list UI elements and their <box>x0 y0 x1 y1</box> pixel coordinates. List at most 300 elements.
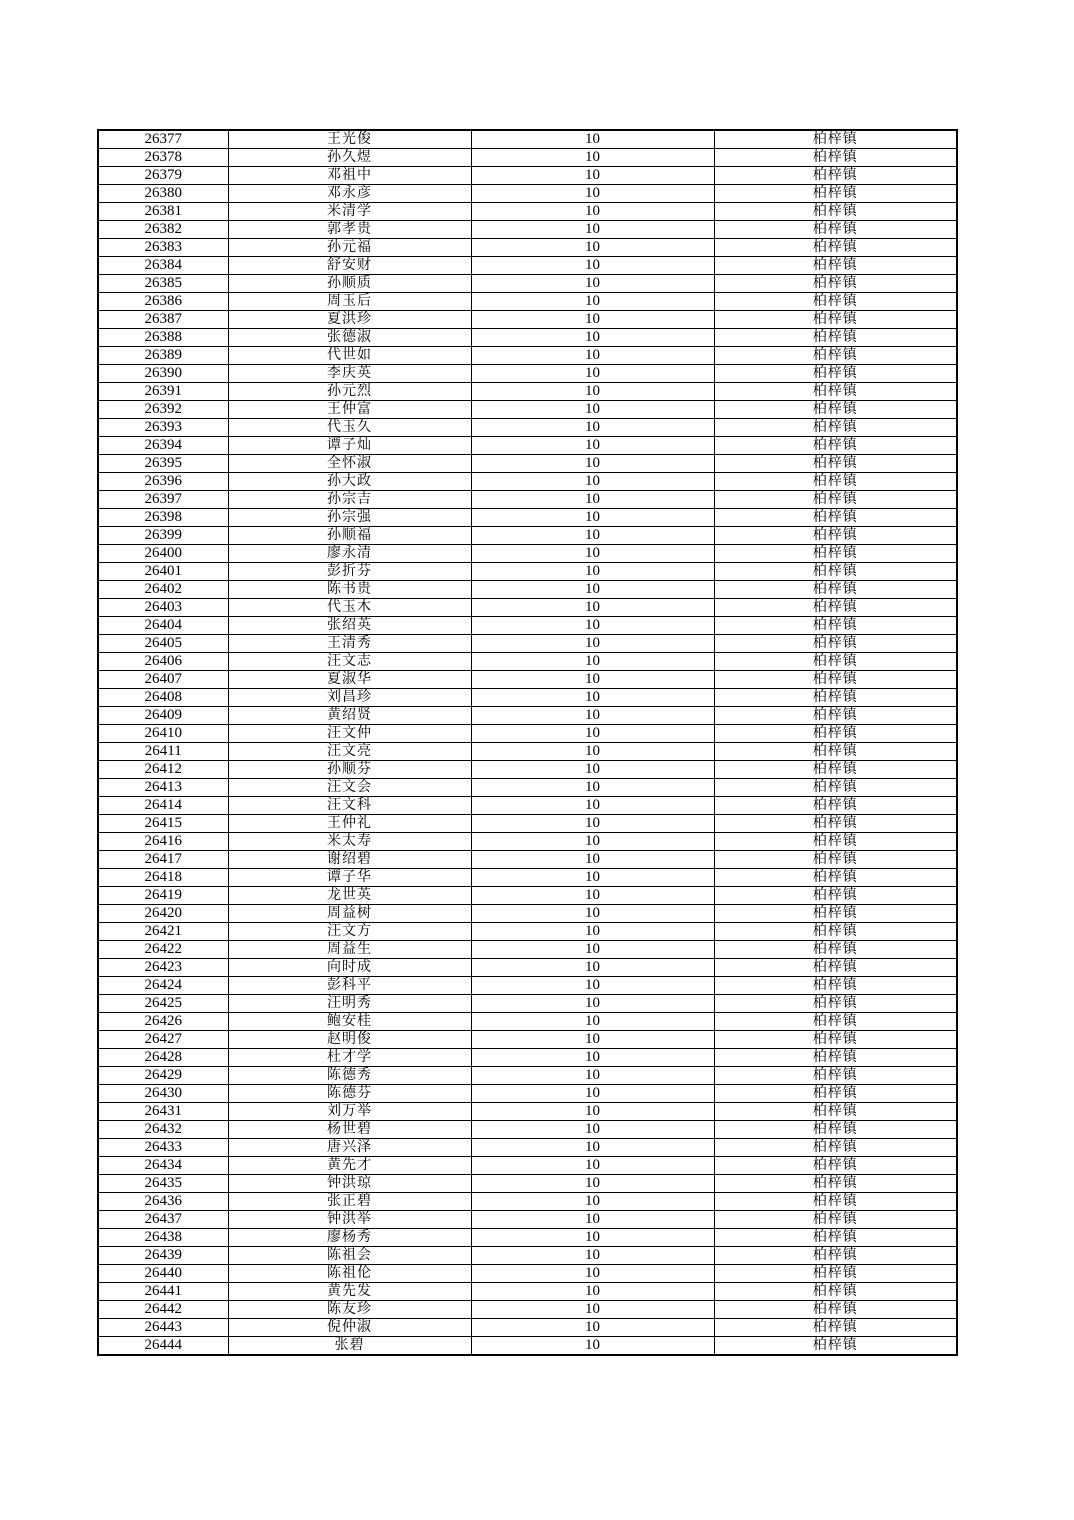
amount-cell: 10 <box>471 509 714 527</box>
town-cell: 柏梓镇 <box>714 275 957 293</box>
table-row <box>98 887 957 905</box>
amount-cell: 10 <box>471 617 714 635</box>
table-row <box>98 563 957 581</box>
table-row <box>98 1337 957 1356</box>
roster-table <box>97 129 958 1356</box>
town-cell: 柏梓镇 <box>714 635 957 653</box>
table-row <box>98 743 957 761</box>
town-cell: 柏梓镇 <box>714 725 957 743</box>
town-cell: 柏梓镇 <box>714 221 957 239</box>
row-number-cell: 26402 <box>98 581 228 599</box>
table-row <box>98 401 957 419</box>
table-row <box>98 239 957 257</box>
amount-cell: 10 <box>471 401 714 419</box>
amount-cell: 10 <box>471 887 714 905</box>
amount-cell: 10 <box>471 761 714 779</box>
town-cell: 柏梓镇 <box>714 1211 957 1229</box>
name-cell: 向时成 <box>228 959 471 977</box>
town-cell: 柏梓镇 <box>714 239 957 257</box>
table-row <box>98 1265 957 1283</box>
town-cell: 柏梓镇 <box>714 167 957 185</box>
name-cell: 邓永彦 <box>228 185 471 203</box>
row-number-cell: 26378 <box>98 149 228 167</box>
amount-cell: 10 <box>471 130 714 149</box>
row-number-cell: 26430 <box>98 1085 228 1103</box>
row-number-cell: 26414 <box>98 797 228 815</box>
amount-cell: 10 <box>471 599 714 617</box>
row-number-cell: 26426 <box>98 1013 228 1031</box>
amount-cell: 10 <box>471 347 714 365</box>
town-cell: 柏梓镇 <box>714 545 957 563</box>
name-cell: 刘昌珍 <box>228 689 471 707</box>
row-number-cell: 26401 <box>98 563 228 581</box>
town-cell: 柏梓镇 <box>714 689 957 707</box>
name-cell: 孙宗吉 <box>228 491 471 509</box>
table-row <box>98 545 957 563</box>
row-number-cell: 26397 <box>98 491 228 509</box>
town-cell: 柏梓镇 <box>714 1013 957 1031</box>
table-row <box>98 293 957 311</box>
name-cell: 杨世碧 <box>228 1121 471 1139</box>
table-row <box>98 1283 957 1301</box>
table-row <box>98 1301 957 1319</box>
town-cell: 柏梓镇 <box>714 581 957 599</box>
table-row <box>98 149 957 167</box>
name-cell: 孙顺质 <box>228 275 471 293</box>
name-cell: 陈祖会 <box>228 1247 471 1265</box>
table-row <box>98 995 957 1013</box>
name-cell: 孙顺福 <box>228 527 471 545</box>
amount-cell: 10 <box>471 221 714 239</box>
name-cell: 彭科平 <box>228 977 471 995</box>
row-number-cell: 26422 <box>98 941 228 959</box>
amount-cell: 10 <box>471 779 714 797</box>
roster-table-body <box>98 130 957 1355</box>
town-cell: 柏梓镇 <box>714 779 957 797</box>
amount-cell: 10 <box>471 329 714 347</box>
name-cell: 孙宗强 <box>228 509 471 527</box>
row-number-cell: 26416 <box>98 833 228 851</box>
table-row <box>98 365 957 383</box>
name-cell: 张绍英 <box>228 617 471 635</box>
table-row <box>98 491 957 509</box>
amount-cell: 10 <box>471 167 714 185</box>
town-cell: 柏梓镇 <box>714 130 957 149</box>
name-cell: 周益树 <box>228 905 471 923</box>
amount-cell: 10 <box>471 455 714 473</box>
amount-cell: 10 <box>471 851 714 869</box>
name-cell: 王仲礼 <box>228 815 471 833</box>
table-row <box>98 527 957 545</box>
name-cell: 舒安财 <box>228 257 471 275</box>
amount-cell: 10 <box>471 1283 714 1301</box>
row-number-cell: 26403 <box>98 599 228 617</box>
table-row <box>98 347 957 365</box>
amount-cell: 10 <box>471 1031 714 1049</box>
name-cell: 汪文会 <box>228 779 471 797</box>
town-cell: 柏梓镇 <box>714 257 957 275</box>
name-cell: 张碧 <box>228 1337 471 1356</box>
town-cell: 柏梓镇 <box>714 1103 957 1121</box>
amount-cell: 10 <box>471 239 714 257</box>
row-number-cell: 26407 <box>98 671 228 689</box>
table-row <box>98 1103 957 1121</box>
town-cell: 柏梓镇 <box>714 1301 957 1319</box>
row-number-cell: 26428 <box>98 1049 228 1067</box>
amount-cell: 10 <box>471 311 714 329</box>
amount-cell: 10 <box>471 491 714 509</box>
name-cell: 汪文仲 <box>228 725 471 743</box>
table-row <box>98 1157 957 1175</box>
amount-cell: 10 <box>471 941 714 959</box>
name-cell: 陈友珍 <box>228 1301 471 1319</box>
town-cell: 柏梓镇 <box>714 1049 957 1067</box>
row-number-cell: 26444 <box>98 1337 228 1356</box>
amount-cell: 10 <box>471 1175 714 1193</box>
amount-cell: 10 <box>471 581 714 599</box>
table-row <box>98 1247 957 1265</box>
amount-cell: 10 <box>471 383 714 401</box>
name-cell: 孙元烈 <box>228 383 471 401</box>
row-number-cell: 26438 <box>98 1229 228 1247</box>
row-number-cell: 26412 <box>98 761 228 779</box>
row-number-cell: 26433 <box>98 1139 228 1157</box>
name-cell: 龙世英 <box>228 887 471 905</box>
row-number-cell: 26385 <box>98 275 228 293</box>
name-cell: 廖杨秀 <box>228 1229 471 1247</box>
town-cell: 柏梓镇 <box>714 905 957 923</box>
table-row <box>98 851 957 869</box>
table-row <box>98 707 957 725</box>
row-number-cell: 26441 <box>98 1283 228 1301</box>
table-row <box>98 1085 957 1103</box>
row-number-cell: 26380 <box>98 185 228 203</box>
row-number-cell: 26410 <box>98 725 228 743</box>
amount-cell: 10 <box>471 1319 714 1337</box>
name-cell: 鲍安桂 <box>228 1013 471 1031</box>
town-cell: 柏梓镇 <box>714 329 957 347</box>
name-cell: 赵明俊 <box>228 1031 471 1049</box>
name-cell: 全怀淑 <box>228 455 471 473</box>
table-row <box>98 437 957 455</box>
name-cell: 黄先发 <box>228 1283 471 1301</box>
amount-cell: 10 <box>471 1013 714 1031</box>
table-row <box>98 905 957 923</box>
amount-cell: 10 <box>471 437 714 455</box>
amount-cell: 10 <box>471 977 714 995</box>
amount-cell: 10 <box>471 1157 714 1175</box>
table-row <box>98 185 957 203</box>
town-cell: 柏梓镇 <box>714 743 957 761</box>
row-number-cell: 26436 <box>98 1193 228 1211</box>
town-cell: 柏梓镇 <box>714 797 957 815</box>
table-row <box>98 959 957 977</box>
town-cell: 柏梓镇 <box>714 761 957 779</box>
name-cell: 孙元福 <box>228 239 471 257</box>
town-cell: 柏梓镇 <box>714 527 957 545</box>
town-cell: 柏梓镇 <box>714 995 957 1013</box>
row-number-cell: 26434 <box>98 1157 228 1175</box>
name-cell: 谭子灿 <box>228 437 471 455</box>
name-cell: 夏洪珍 <box>228 311 471 329</box>
town-cell: 柏梓镇 <box>714 1139 957 1157</box>
amount-cell: 10 <box>471 689 714 707</box>
table-row <box>98 203 957 221</box>
amount-cell: 10 <box>471 545 714 563</box>
amount-cell: 10 <box>471 653 714 671</box>
name-cell: 陈祖伦 <box>228 1265 471 1283</box>
table-row <box>98 383 957 401</box>
amount-cell: 10 <box>471 203 714 221</box>
town-cell: 柏梓镇 <box>714 563 957 581</box>
name-cell: 代世如 <box>228 347 471 365</box>
amount-cell: 10 <box>471 905 714 923</box>
name-cell: 张德淑 <box>228 329 471 347</box>
name-cell: 王清秀 <box>228 635 471 653</box>
amount-cell: 10 <box>471 563 714 581</box>
row-number-cell: 26443 <box>98 1319 228 1337</box>
row-number-cell: 26406 <box>98 653 228 671</box>
table-row <box>98 1139 957 1157</box>
town-cell: 柏梓镇 <box>714 455 957 473</box>
amount-cell: 10 <box>471 149 714 167</box>
row-number-cell: 26398 <box>98 509 228 527</box>
table-row <box>98 725 957 743</box>
town-cell: 柏梓镇 <box>714 1175 957 1193</box>
table-row <box>98 599 957 617</box>
row-number-cell: 26442 <box>98 1301 228 1319</box>
amount-cell: 10 <box>471 1229 714 1247</box>
row-number-cell: 26415 <box>98 815 228 833</box>
table-row <box>98 977 957 995</box>
table-row <box>98 1031 957 1049</box>
table-row <box>98 1121 957 1139</box>
row-number-cell: 26383 <box>98 239 228 257</box>
town-cell: 柏梓镇 <box>714 1265 957 1283</box>
table-row <box>98 455 957 473</box>
table-row <box>98 635 957 653</box>
row-number-cell: 26391 <box>98 383 228 401</box>
table-row <box>98 167 957 185</box>
table-row <box>98 509 957 527</box>
name-cell: 李庆英 <box>228 365 471 383</box>
table-row <box>98 1229 957 1247</box>
name-cell: 代玉木 <box>228 599 471 617</box>
row-number-cell: 26427 <box>98 1031 228 1049</box>
town-cell: 柏梓镇 <box>714 1319 957 1337</box>
town-cell: 柏梓镇 <box>714 977 957 995</box>
table-row <box>98 1211 957 1229</box>
row-number-cell: 26424 <box>98 977 228 995</box>
name-cell: 孙久煜 <box>228 149 471 167</box>
table-row <box>98 869 957 887</box>
row-number-cell: 26417 <box>98 851 228 869</box>
town-cell: 柏梓镇 <box>714 1031 957 1049</box>
table-row <box>98 329 957 347</box>
table-row <box>98 130 957 149</box>
town-cell: 柏梓镇 <box>714 653 957 671</box>
name-cell: 汪明秀 <box>228 995 471 1013</box>
town-cell: 柏梓镇 <box>714 365 957 383</box>
name-cell: 孙大政 <box>228 473 471 491</box>
amount-cell: 10 <box>471 995 714 1013</box>
row-number-cell: 26381 <box>98 203 228 221</box>
table-row <box>98 419 957 437</box>
table-row <box>98 833 957 851</box>
town-cell: 柏梓镇 <box>714 851 957 869</box>
table-row <box>98 617 957 635</box>
name-cell: 周玉后 <box>228 293 471 311</box>
row-number-cell: 26396 <box>98 473 228 491</box>
row-number-cell: 26399 <box>98 527 228 545</box>
row-number-cell: 26390 <box>98 365 228 383</box>
name-cell: 廖永清 <box>228 545 471 563</box>
row-number-cell: 26418 <box>98 869 228 887</box>
town-cell: 柏梓镇 <box>714 815 957 833</box>
amount-cell: 10 <box>471 1085 714 1103</box>
row-number-cell: 26411 <box>98 743 228 761</box>
town-cell: 柏梓镇 <box>714 437 957 455</box>
name-cell: 刘万举 <box>228 1103 471 1121</box>
town-cell: 柏梓镇 <box>714 1283 957 1301</box>
name-cell: 周益生 <box>228 941 471 959</box>
table-row <box>98 221 957 239</box>
name-cell: 陈德秀 <box>228 1067 471 1085</box>
row-number-cell: 26379 <box>98 167 228 185</box>
amount-cell: 10 <box>471 293 714 311</box>
table-row <box>98 257 957 275</box>
name-cell: 杜才学 <box>228 1049 471 1067</box>
row-number-cell: 26431 <box>98 1103 228 1121</box>
town-cell: 柏梓镇 <box>714 1157 957 1175</box>
town-cell: 柏梓镇 <box>714 941 957 959</box>
town-cell: 柏梓镇 <box>714 1193 957 1211</box>
town-cell: 柏梓镇 <box>714 959 957 977</box>
town-cell: 柏梓镇 <box>714 1229 957 1247</box>
name-cell: 邓祖中 <box>228 167 471 185</box>
row-number-cell: 26420 <box>98 905 228 923</box>
town-cell: 柏梓镇 <box>714 185 957 203</box>
amount-cell: 10 <box>471 1337 714 1356</box>
amount-cell: 10 <box>471 185 714 203</box>
amount-cell: 10 <box>471 743 714 761</box>
amount-cell: 10 <box>471 527 714 545</box>
row-number-cell: 26382 <box>98 221 228 239</box>
table-row <box>98 1175 957 1193</box>
town-cell: 柏梓镇 <box>714 509 957 527</box>
name-cell: 汪文方 <box>228 923 471 941</box>
row-number-cell: 26404 <box>98 617 228 635</box>
amount-cell: 10 <box>471 1103 714 1121</box>
amount-cell: 10 <box>471 1139 714 1157</box>
name-cell: 张正碧 <box>228 1193 471 1211</box>
row-number-cell: 26408 <box>98 689 228 707</box>
row-number-cell: 26439 <box>98 1247 228 1265</box>
amount-cell: 10 <box>471 833 714 851</box>
row-number-cell: 26423 <box>98 959 228 977</box>
town-cell: 柏梓镇 <box>714 923 957 941</box>
row-number-cell: 26388 <box>98 329 228 347</box>
name-cell: 郭孝贵 <box>228 221 471 239</box>
table-row <box>98 275 957 293</box>
table-row <box>98 689 957 707</box>
amount-cell: 10 <box>471 419 714 437</box>
amount-cell: 10 <box>471 635 714 653</box>
town-cell: 柏梓镇 <box>714 149 957 167</box>
table-row <box>98 1319 957 1337</box>
table-row <box>98 1013 957 1031</box>
amount-cell: 10 <box>471 1121 714 1139</box>
town-cell: 柏梓镇 <box>714 491 957 509</box>
table-row <box>98 815 957 833</box>
name-cell: 王仲富 <box>228 401 471 419</box>
town-cell: 柏梓镇 <box>714 401 957 419</box>
name-cell: 彭折芬 <box>228 563 471 581</box>
name-cell: 谭子华 <box>228 869 471 887</box>
amount-cell: 10 <box>471 959 714 977</box>
town-cell: 柏梓镇 <box>714 887 957 905</box>
row-number-cell: 26419 <box>98 887 228 905</box>
amount-cell: 10 <box>471 869 714 887</box>
table-row <box>98 1049 957 1067</box>
table-row <box>98 671 957 689</box>
amount-cell: 10 <box>471 257 714 275</box>
row-number-cell: 26394 <box>98 437 228 455</box>
town-cell: 柏梓镇 <box>714 671 957 689</box>
town-cell: 柏梓镇 <box>714 383 957 401</box>
town-cell: 柏梓镇 <box>714 1247 957 1265</box>
name-cell: 汪文志 <box>228 653 471 671</box>
amount-cell: 10 <box>471 707 714 725</box>
town-cell: 柏梓镇 <box>714 599 957 617</box>
row-number-cell: 26429 <box>98 1067 228 1085</box>
table-row <box>98 797 957 815</box>
town-cell: 柏梓镇 <box>714 203 957 221</box>
row-number-cell: 26395 <box>98 455 228 473</box>
table-row <box>98 941 957 959</box>
row-number-cell: 26421 <box>98 923 228 941</box>
row-number-cell: 26432 <box>98 1121 228 1139</box>
town-cell: 柏梓镇 <box>714 293 957 311</box>
row-number-cell: 26437 <box>98 1211 228 1229</box>
town-cell: 柏梓镇 <box>714 311 957 329</box>
town-cell: 柏梓镇 <box>714 617 957 635</box>
town-cell: 柏梓镇 <box>714 707 957 725</box>
row-number-cell: 26440 <box>98 1265 228 1283</box>
name-cell: 倪仲淑 <box>228 1319 471 1337</box>
town-cell: 柏梓镇 <box>714 869 957 887</box>
name-cell: 钟洪举 <box>228 1211 471 1229</box>
amount-cell: 10 <box>471 923 714 941</box>
amount-cell: 10 <box>471 725 714 743</box>
table-row <box>98 1067 957 1085</box>
row-number-cell: 26409 <box>98 707 228 725</box>
table-row <box>98 653 957 671</box>
amount-cell: 10 <box>471 473 714 491</box>
town-cell: 柏梓镇 <box>714 1067 957 1085</box>
name-cell: 陈书贵 <box>228 581 471 599</box>
row-number-cell: 26435 <box>98 1175 228 1193</box>
row-number-cell: 26400 <box>98 545 228 563</box>
table-row <box>98 779 957 797</box>
town-cell: 柏梓镇 <box>714 1337 957 1356</box>
row-number-cell: 26386 <box>98 293 228 311</box>
name-cell: 代玉久 <box>228 419 471 437</box>
amount-cell: 10 <box>471 1067 714 1085</box>
amount-cell: 10 <box>471 1265 714 1283</box>
name-cell: 汪文亮 <box>228 743 471 761</box>
name-cell: 夏淑华 <box>228 671 471 689</box>
